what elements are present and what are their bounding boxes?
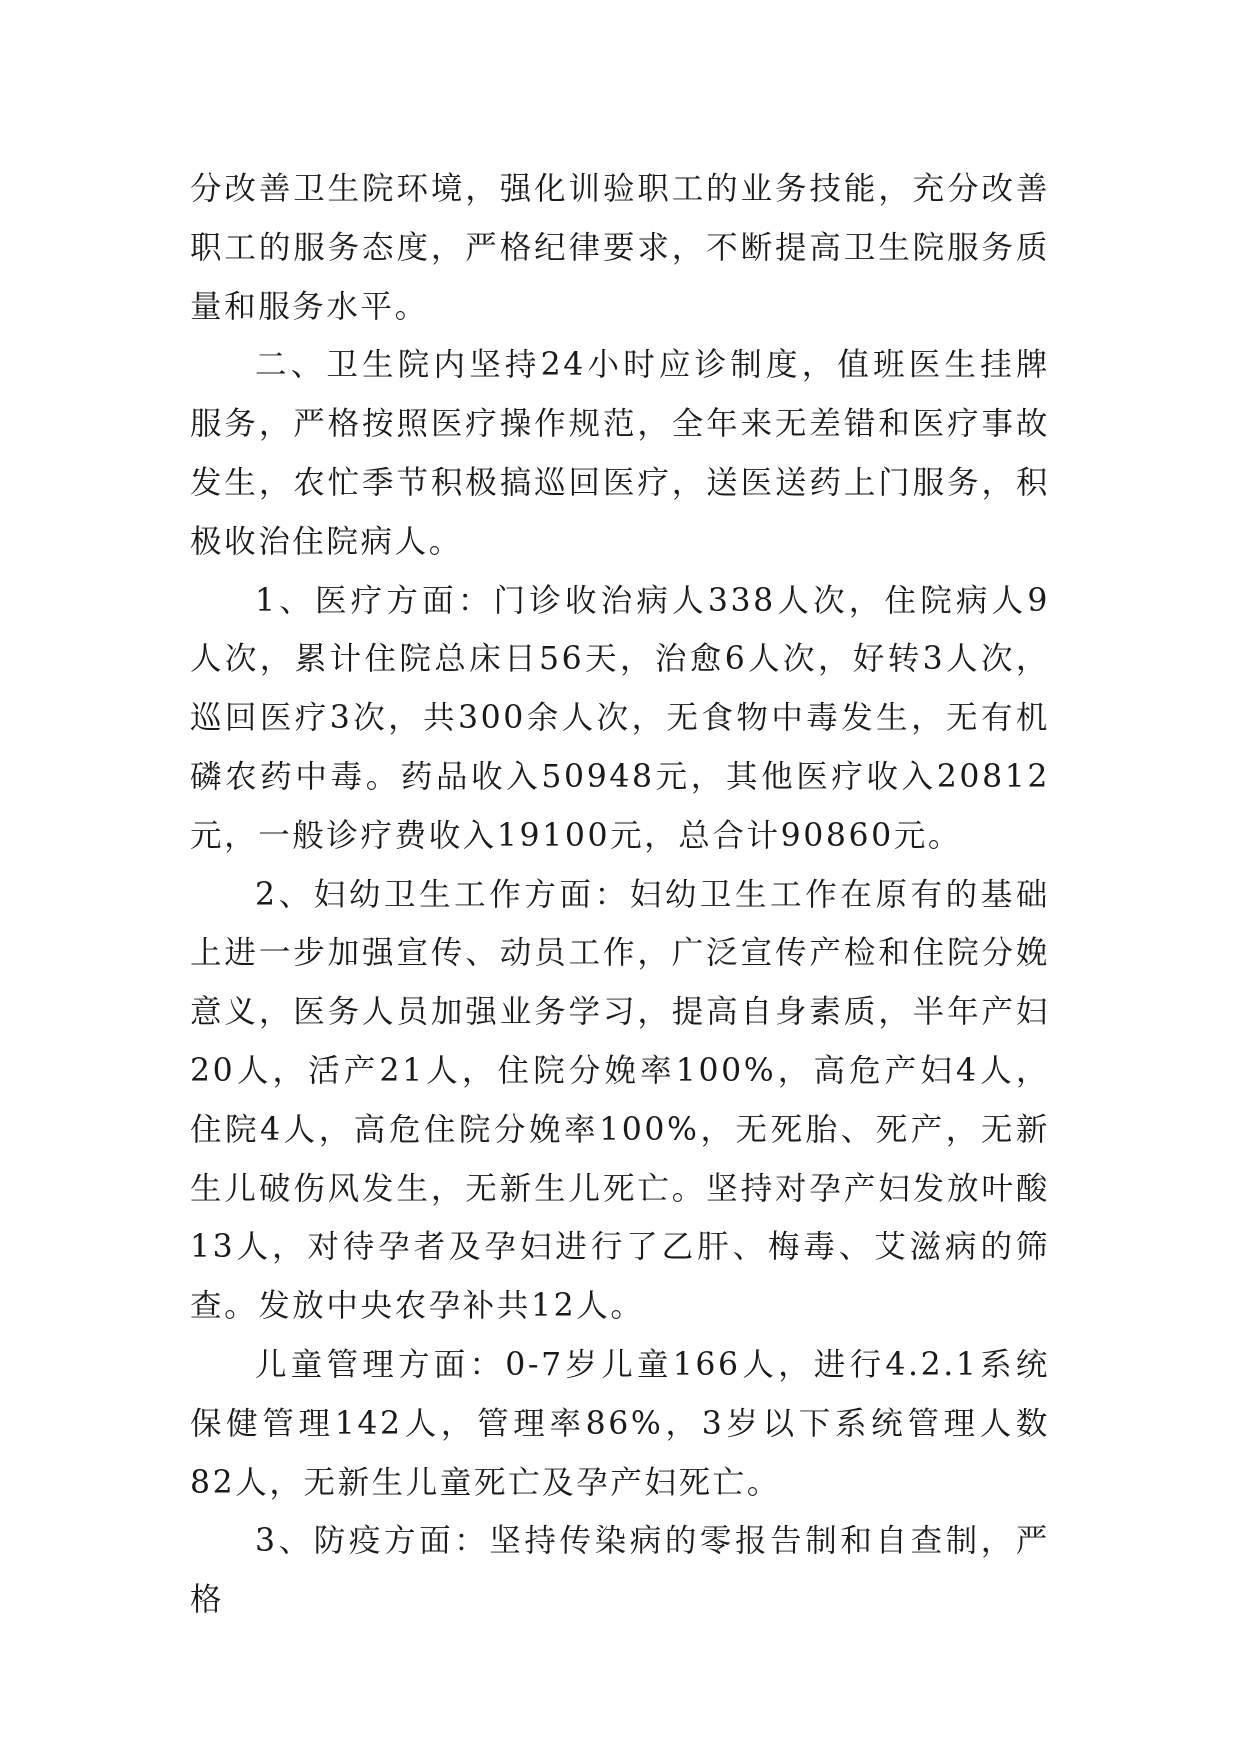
paragraph-epidemic-prevention: 3、防疫方面：坚持传染病的零报告制和自查制，严格 xyxy=(190,1523,1050,1619)
paragraph-medical: 1、医疗方面：门诊收治病人338人次，住院病人9人次，累计住院总床日56天，治愈6人次，好转3人次，巡回医疗3次，共300余人次，无食物中毒发生，无有机磷农药中毒。药品收入50948元，其他医疗收入20812元，一般诊疗费收入19100元，总合计90860元。 xyxy=(190,582,1050,854)
paragraph-continuation: 分改善卫生院环境，强化训验职工的业务技能，充分改善职工的服务态度，严格纪律要求，不断提高卫生院服务质量和服务水平。 xyxy=(190,171,1050,325)
document-body xyxy=(190,160,1050,1630)
paragraph-section-two: 二、卫生院内坚持24小时应诊制度，值班医生挂牌服务，严格按照医疗操作规范，全年来无差错和医疗事故发生，农忙季节积极搞巡回医疗，送医送药上门服务，积极收治住院病人。 xyxy=(190,347,1050,560)
paragraph-maternal-child: 2、妇幼卫生工作方面：妇幼卫生工作在原有的基础上进一步加强宣传、动员工作，广泛宣传产检和住院分娩意义，医务人员加强业务学习，提高自身素质，半年产妇20人，活产21人，住院分娩率100%，高危产妇4人，住院4人，高危住院分娩率100%，无死胎、死产，无新生儿破伤风发生，无新生儿死亡。坚持对孕产妇发放叶酸13人，对待孕者及孕妇进行了乙肝、梅毒、艾滋病的筛查。发放中央农孕补共12人。 xyxy=(190,876,1050,1325)
paragraph-child-management: 儿童管理方面：0-7岁儿童166人，进行4.2.1系统保健管理142人，管理率86%，3岁以下系统管理人数82人，无新生儿童死亡及孕产妇死亡。 xyxy=(190,1346,1050,1501)
